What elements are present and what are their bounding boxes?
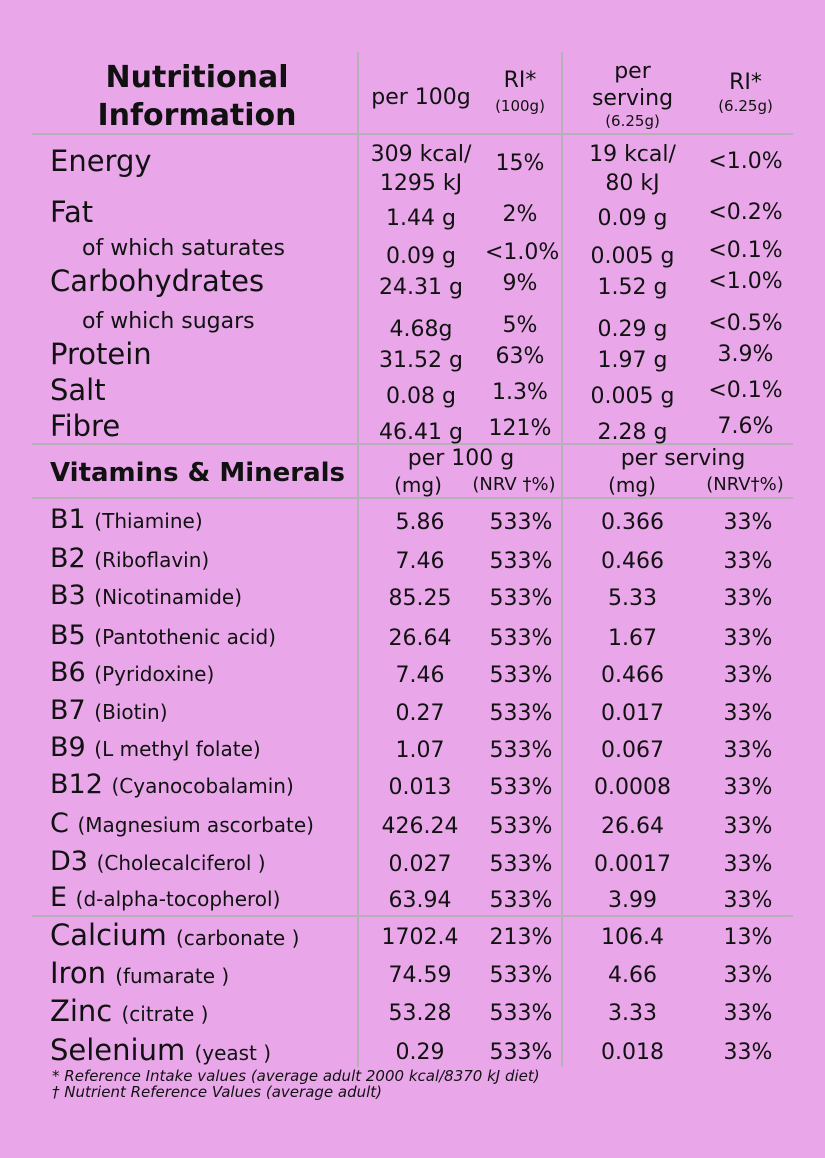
nutrient-form: (Magnesium ascorbate) xyxy=(77,813,314,837)
value-nrv-serving: 33% xyxy=(723,586,773,611)
nutrient-code: B5 xyxy=(50,620,86,651)
value-per100: 31.52 g xyxy=(379,348,463,373)
nutrient-form: (Thiamine) xyxy=(94,509,203,533)
nutrient-form: (L methyl folate) xyxy=(94,737,261,761)
value-per100: 53.28 xyxy=(388,1001,452,1026)
value-perserving: 0.366 xyxy=(601,510,664,535)
value-perserving: 3.99 xyxy=(608,888,657,913)
value-per100: 0.013 xyxy=(388,775,452,800)
nutrient-form: (Biotin) xyxy=(94,700,168,724)
nutrient-label xyxy=(50,1033,272,1067)
footnote-ri: * Reference Intake values (average adult 2000 kcal/8370 kJ diet) xyxy=(52,1067,540,1085)
nutrient-form: (Cholecalciferol ) xyxy=(96,851,266,875)
value-perserving: 106.4 xyxy=(601,925,664,950)
nutrient-form: (yeast ) xyxy=(194,1041,272,1065)
value-perserving: 3.33 xyxy=(608,1001,657,1026)
value-nrv: 533% xyxy=(489,663,553,688)
value-perserving: 0.005 g xyxy=(590,244,675,269)
nutrient-form: (fumarate ) xyxy=(115,964,230,988)
vm-header-divider xyxy=(32,497,793,499)
header-divider xyxy=(32,133,793,135)
value-nrv: 533% xyxy=(489,1040,553,1065)
nutrient-code: Selenium xyxy=(50,1033,186,1067)
value-perserving: 5.33 xyxy=(608,586,657,611)
nutrient-label xyxy=(50,884,280,911)
value-ri-serving: <0.2% xyxy=(708,200,783,225)
value-perserving: 0.466 xyxy=(601,663,664,688)
value-ri-serving: <0.1% xyxy=(708,378,783,403)
value-per100: 46.41 g xyxy=(379,420,463,445)
nutrient-code: B7 xyxy=(50,695,86,726)
value-ri: 9% xyxy=(502,271,538,296)
value-perserving: 0.0008 xyxy=(594,775,671,800)
nutrient-name: Protein xyxy=(50,337,152,371)
value-nrv-serving: 33% xyxy=(723,1040,773,1065)
value-per100: 0.27 xyxy=(395,701,445,726)
value-per100: 5.86 xyxy=(395,510,445,535)
nutrient-code: Zinc xyxy=(50,994,113,1028)
nutrient-code: B2 xyxy=(50,543,86,574)
value-per100: 0.08 g xyxy=(386,384,456,409)
col-perserv-header-1: per xyxy=(614,59,651,84)
value-ri-serving: 7.6% xyxy=(717,414,774,439)
value-nrv-serving: 33% xyxy=(723,738,773,763)
nutrient-label xyxy=(50,506,203,533)
nutrient-code: Calcium xyxy=(50,918,167,952)
value-perserving: 1.97 g xyxy=(597,348,668,373)
value-ri: <1.0% xyxy=(485,240,560,265)
value-perserving: 1.67 xyxy=(608,626,657,651)
nutrient-label xyxy=(50,918,300,952)
value-perserving: 0.466 xyxy=(601,549,664,574)
value-nrv-serving: 33% xyxy=(723,701,773,726)
vm-perserv-nrv: (NRV†%) xyxy=(706,474,784,495)
value-nrv: 533% xyxy=(489,626,553,651)
nutrient-name: Fibre xyxy=(50,409,121,443)
nutrient-code: B12 xyxy=(50,769,103,800)
value-perserving: 0.018 xyxy=(601,1040,664,1065)
value-nrv: 533% xyxy=(489,888,553,913)
value-nrv-serving: 33% xyxy=(723,775,773,800)
value-per100: 1.07 xyxy=(395,738,445,763)
nutrient-label xyxy=(50,622,276,649)
vm-per100-unit: (mg) xyxy=(394,473,442,497)
value-nrv: 533% xyxy=(489,510,553,535)
nutrient-form: (d-alpha-tocopherol) xyxy=(75,887,281,911)
nutrient-code: B6 xyxy=(50,657,86,688)
nutrient-name: Carbohydrates xyxy=(50,264,265,298)
value-ri: 121% xyxy=(488,416,552,441)
value-ri-serving: <0.5% xyxy=(708,311,783,336)
value-nrv-serving: 13% xyxy=(723,925,773,950)
value-perserving: 19 kcal/ 80 kJ xyxy=(589,142,676,196)
section-divider-minerals xyxy=(32,915,793,917)
value-per100: 4.68g xyxy=(389,317,453,342)
page-title-line1: Nutritional xyxy=(105,60,289,95)
value-nrv-serving: 33% xyxy=(723,626,773,651)
value-perserving: 0.09 g xyxy=(597,206,668,231)
nutrient-code: D3 xyxy=(50,846,88,877)
value-nrv: 213% xyxy=(489,925,553,950)
value-nrv: 533% xyxy=(489,852,553,877)
value-perserving: 4.66 xyxy=(608,963,657,988)
value-perserving: 0.0017 xyxy=(594,852,671,877)
nutrient-label xyxy=(50,734,261,761)
value-perserving: 2.28 g xyxy=(597,420,668,445)
nutrient-code: B9 xyxy=(50,732,86,763)
value-per100: 85.25 xyxy=(388,586,452,611)
value-per100: 1.44 g xyxy=(386,206,456,231)
value-nrv-serving: 33% xyxy=(723,510,773,535)
value-ri: 5% xyxy=(502,313,538,338)
value-nrv-serving: 33% xyxy=(723,852,773,877)
value-nrv-serving: 33% xyxy=(723,549,773,574)
nutrient-name: of which saturates xyxy=(82,236,285,261)
nutrient-form: (Pantothenic acid) xyxy=(94,625,276,649)
value-nrv: 533% xyxy=(489,963,553,988)
nutrient-name: of which sugars xyxy=(82,309,255,334)
nutrient-form: (citrate ) xyxy=(121,1002,209,1026)
value-nrv: 533% xyxy=(489,549,553,574)
vm-per100-header: per 100 g xyxy=(407,446,515,471)
nutrient-name: Salt xyxy=(50,373,106,407)
footnote-nrv: † Nutrient Reference Values (average adult) xyxy=(52,1083,383,1101)
value-ri-serving: <0.1% xyxy=(708,238,783,263)
value-ri-serving: 3.9% xyxy=(717,342,774,367)
nutrient-code: E xyxy=(50,882,68,913)
nutrient-code: B1 xyxy=(50,504,86,535)
vm-perserv-header: per serving xyxy=(620,446,746,471)
value-nrv: 533% xyxy=(489,1001,553,1026)
nutrient-label xyxy=(50,771,294,798)
nutrient-form: (carbonate ) xyxy=(175,926,300,950)
nutrient-label xyxy=(50,659,214,686)
nutrient-label xyxy=(50,697,168,724)
value-nrv: 533% xyxy=(489,775,553,800)
col-ri-sub: (100g) xyxy=(495,97,545,115)
col-ri2-sub: (6.25g) xyxy=(718,97,773,115)
page-title-line2: Information xyxy=(97,98,297,133)
value-ri: 15% xyxy=(495,151,545,176)
vm-perserv-unit: (mg) xyxy=(608,473,656,497)
nutrient-label xyxy=(50,582,242,609)
value-nrv-serving: 33% xyxy=(723,888,773,913)
value-nrv-serving: 33% xyxy=(723,1001,773,1026)
value-per100: 7.46 xyxy=(395,549,445,574)
value-perserving: 0.005 g xyxy=(590,384,675,409)
value-perserving: 0.29 g xyxy=(597,317,668,342)
value-perserving: 0.067 xyxy=(601,738,664,763)
value-perserving: 0.017 xyxy=(601,701,664,726)
col-ri2-header: RI* xyxy=(729,70,762,95)
value-per100: 74.59 xyxy=(388,963,452,988)
col-ri-header: RI* xyxy=(503,68,537,93)
value-nrv: 533% xyxy=(489,586,553,611)
value-per100: 24.31 g xyxy=(379,275,463,300)
value-perserving: 26.64 xyxy=(601,814,664,839)
value-ri: 2% xyxy=(502,202,538,227)
vm-title: Vitamins & Minerals xyxy=(50,458,346,488)
nutrient-name: Fat xyxy=(50,195,94,229)
value-per100: 0.29 xyxy=(395,1040,445,1065)
value-per100: 63.94 xyxy=(388,888,452,913)
value-nrv: 533% xyxy=(489,814,553,839)
value-nrv-serving: 33% xyxy=(723,663,773,688)
nutrient-form: (Riboflavin) xyxy=(94,548,210,572)
vm-per100-nrv: (NRV †%) xyxy=(472,474,556,495)
value-per100: 426.24 xyxy=(381,814,459,839)
nutrient-name: Energy xyxy=(50,144,152,178)
col-per100-header: per 100g xyxy=(371,85,471,110)
value-ri: 1.3% xyxy=(492,380,548,405)
nutrient-label xyxy=(50,848,266,875)
value-per100: 309 kcal/ 1295 kJ xyxy=(370,142,472,196)
value-nrv-serving: 33% xyxy=(723,963,773,988)
value-per100: 0.027 xyxy=(388,852,452,877)
nutrient-label xyxy=(50,994,209,1028)
value-ri: 63% xyxy=(495,344,545,369)
value-per100: 0.09 g xyxy=(386,244,456,269)
value-ri-serving: <1.0% xyxy=(708,269,783,294)
nutrient-code: C xyxy=(50,808,69,839)
nutrient-code: B3 xyxy=(50,580,86,611)
nutrient-form: (Cyanocobalamin) xyxy=(111,774,294,798)
nutrient-label xyxy=(50,956,230,990)
value-nrv-serving: 33% xyxy=(723,814,773,839)
value-ri-serving: <1.0% xyxy=(708,149,783,174)
value-per100: 7.46 xyxy=(395,663,445,688)
value-nrv: 533% xyxy=(489,738,553,763)
value-per100: 1702.4 xyxy=(381,925,459,950)
col-perserv-header-2: serving xyxy=(591,86,674,111)
nutrient-form: (Nicotinamide) xyxy=(94,585,243,609)
nutrient-code: Iron xyxy=(50,956,106,990)
value-per100: 26.64 xyxy=(388,626,452,651)
col-perserv-sub: (6.25g) xyxy=(605,112,660,130)
nutrient-form: (Pyridoxine) xyxy=(94,662,215,686)
nutrient-label xyxy=(50,545,209,572)
nutrient-label xyxy=(50,810,314,837)
value-nrv: 533% xyxy=(489,701,553,726)
value-perserving: 1.52 g xyxy=(597,275,668,300)
